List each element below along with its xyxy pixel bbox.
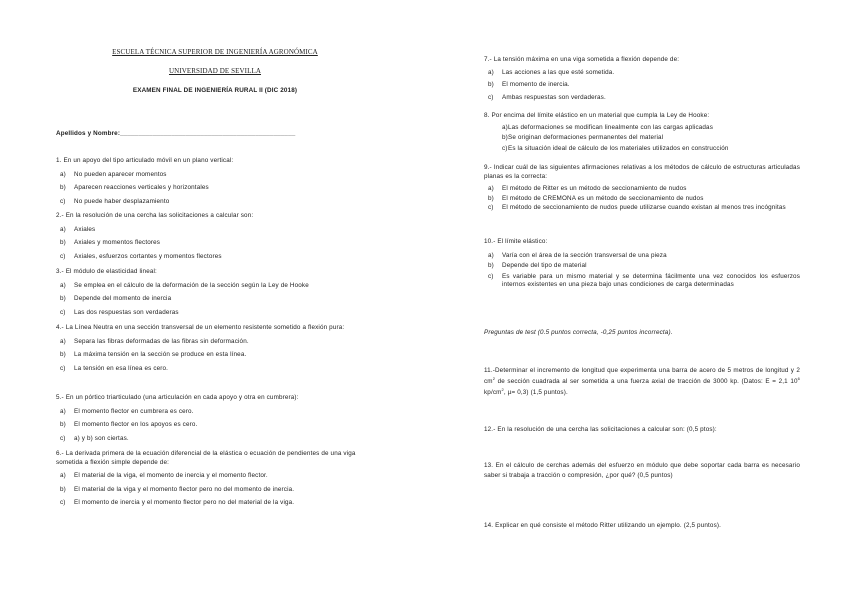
options-list	[56, 282, 374, 318]
option-b: b) Depende del tipo de material	[488, 262, 587, 269]
option-a: a) Varía con el área de la sección transversal de una pieza	[488, 251, 667, 259]
question-6	[56, 450, 374, 508]
option-a: a) El método de Ritter es un método de seccionamiento de nudos	[488, 185, 687, 192]
option-b: b) Depende del momento de inercia	[60, 295, 172, 302]
option-b: b) El material de la viga y el momento flector pero no del momento de inercia.	[60, 485, 295, 493]
option-c: c) Axiales, esfuerzos cortantes y momentos flectores	[60, 252, 222, 260]
university-title: UNIVERSIDAD DE SEVILLA	[168, 67, 262, 75]
question-text: 3.- El módulo de elasticidad lineal:	[56, 268, 157, 275]
problem-13: 13. En el cálculo de cerchas además del esfuerzo en módulo que debe soportar cada barra es necesario saber si trabaja a tracción o compresión, ¿por qué? (0,5 puntos)	[484, 462, 800, 480]
options-list	[56, 226, 374, 262]
problem-14: 14. Explicar en qué consiste el método Ritter utilizando un ejemplo. (2,5 puntos).	[484, 522, 722, 529]
option-a: a) Se emplea en el cálculo de la deformación de la sección según la Ley de Hooke	[60, 281, 309, 289]
options-list	[56, 338, 374, 374]
question-1	[56, 157, 374, 206]
question-8	[484, 112, 800, 153]
option-b: b) El momento de inercia.	[488, 81, 570, 88]
option-a: a) Las deformaciones se modifican linealmente con las cargas aplicadas	[502, 123, 714, 131]
option-b: b) El momento flector en los apoyos es cero.	[60, 421, 198, 428]
question-5	[56, 394, 374, 443]
question-text: 10.- El límite elástico:	[484, 238, 548, 245]
option-c: c) Ambas respuestas son verdaderas.	[488, 93, 606, 101]
options-list	[484, 185, 800, 213]
option-b: b) Axiales y momentos flectores	[60, 239, 161, 246]
options-list	[484, 124, 800, 154]
option-a: a) Axiales	[60, 225, 96, 233]
question-text: 2.- En la resolución de una cercha las solicitaciones a calcular son:	[56, 212, 254, 219]
option-b: b) La máxima tensión en la sección se produce en esta línea.	[60, 351, 247, 358]
question-text: 5.- En un pórtico triarticulado (una articulación en cada apoyo y otra en cumbrera):	[56, 394, 299, 401]
option-a: a) Separa las fibras deformadas de las fibras sin deformación.	[60, 337, 249, 345]
option-c: c) El método de seccionamiento de nudos puede utilizarse cuando existan al menos tres incógnitas	[488, 204, 786, 211]
option-c: c) a) y b) son ciertas.	[60, 434, 129, 442]
option-b: b) El método de CREMONA es un método de seccionamiento de nudos	[488, 194, 704, 202]
option-c: c) Es variable para un mismo material y se determina fácilmente una vez conocidos los esfuerzos internos existentes en una pieza bajo unas condiciones de carga determinadas	[488, 272, 800, 288]
option-a: a) El momento flector en cumbrera es cero.	[60, 407, 194, 415]
options-list	[56, 472, 374, 508]
exam-title: EXAMEN FINAL DE INGENIERÍA RURAL II (DIC 2018)	[132, 87, 298, 94]
option-c: c) La tensión en esa línea es cero.	[60, 364, 169, 372]
option-c: c) El momento de inercia y el momento flector pero no del material de la viga.	[60, 499, 295, 506]
question-10	[484, 238, 800, 290]
question-3	[56, 268, 374, 317]
option-c: c) Las dos respuestas son verdaderas	[60, 308, 179, 316]
problem-12: 12.- En la resolución de una cercha las solicitaciones a calcular son: (0,5 ptos):	[484, 426, 717, 433]
name-field-label: Apellidos y Nombre:________________________________________________	[56, 130, 296, 137]
option-b: b) Se originan deformaciones permanentes del material	[502, 134, 664, 141]
question-text: 8. Por encima del límite elástico en un material que cumpla la Ley de Hooke:	[484, 112, 710, 119]
question-text: 1. En un apoyo del tipo articulado móvil en un plano vertical:	[56, 157, 234, 164]
options-list	[56, 408, 374, 444]
school-title: ESCUELA TÉCNICA SUPERIOR DE INGENIERÍA AGRONÓMICA	[112, 48, 318, 56]
question-text: 7.- La tensión máxima en una viga sometida a flexión depende de:	[484, 56, 680, 63]
question-text: 4.- La Línea Neutra en una sección transversal de un elemento resistente sometido a flexión pura:	[56, 324, 345, 331]
options-list	[484, 69, 800, 103]
question-7	[484, 56, 800, 102]
options-list	[56, 171, 374, 207]
options-list	[484, 252, 800, 290]
question-4	[56, 324, 374, 373]
option-a: a) Las acciones a las que esté sometida.	[488, 68, 615, 76]
question-text: 6.- La derivada primera de la ecuación diferencial de la elástica o ecuación de pendientes de una viga sometida a flexión simple depende de:	[56, 450, 356, 466]
option-a: a) No pueden aparecer momentos	[60, 170, 167, 178]
test-scoring-note: Preguntas de test (0.5 puntos correcta, -0,25 puntos incorrecta).	[484, 329, 673, 336]
option-c: c) No puede haber desplazamiento	[60, 197, 170, 205]
problem-11: 11.-Determinar el incremento de longitud que experimenta una barra de acero de 5 metros de longitud y 2 $cm^2$ de sección cuadrada al ser sometida a una fuerza axial de tracción de 3000 kp. (Datos: E = 2,1 $10^6$ $kp/cm^2$, µ= 0,3) (1,5 puntos).	[484, 367, 800, 396]
option-c: c) Es la situación ideal de cálculo de los materiales utilizados en construcción	[502, 144, 729, 152]
question-text: 9.- Indicar cuál de las siguientes afirmaciones relativas a los métodos de cálculo de estructuras articuladas planas es la correcta:	[484, 164, 800, 180]
question-9	[484, 164, 800, 213]
question-2	[56, 212, 374, 261]
option-a: a) El material de la viga, el momento de inercia y el momento flector.	[60, 472, 268, 479]
option-b: b) Aparecen reacciones verticales y horizontales	[60, 184, 209, 191]
